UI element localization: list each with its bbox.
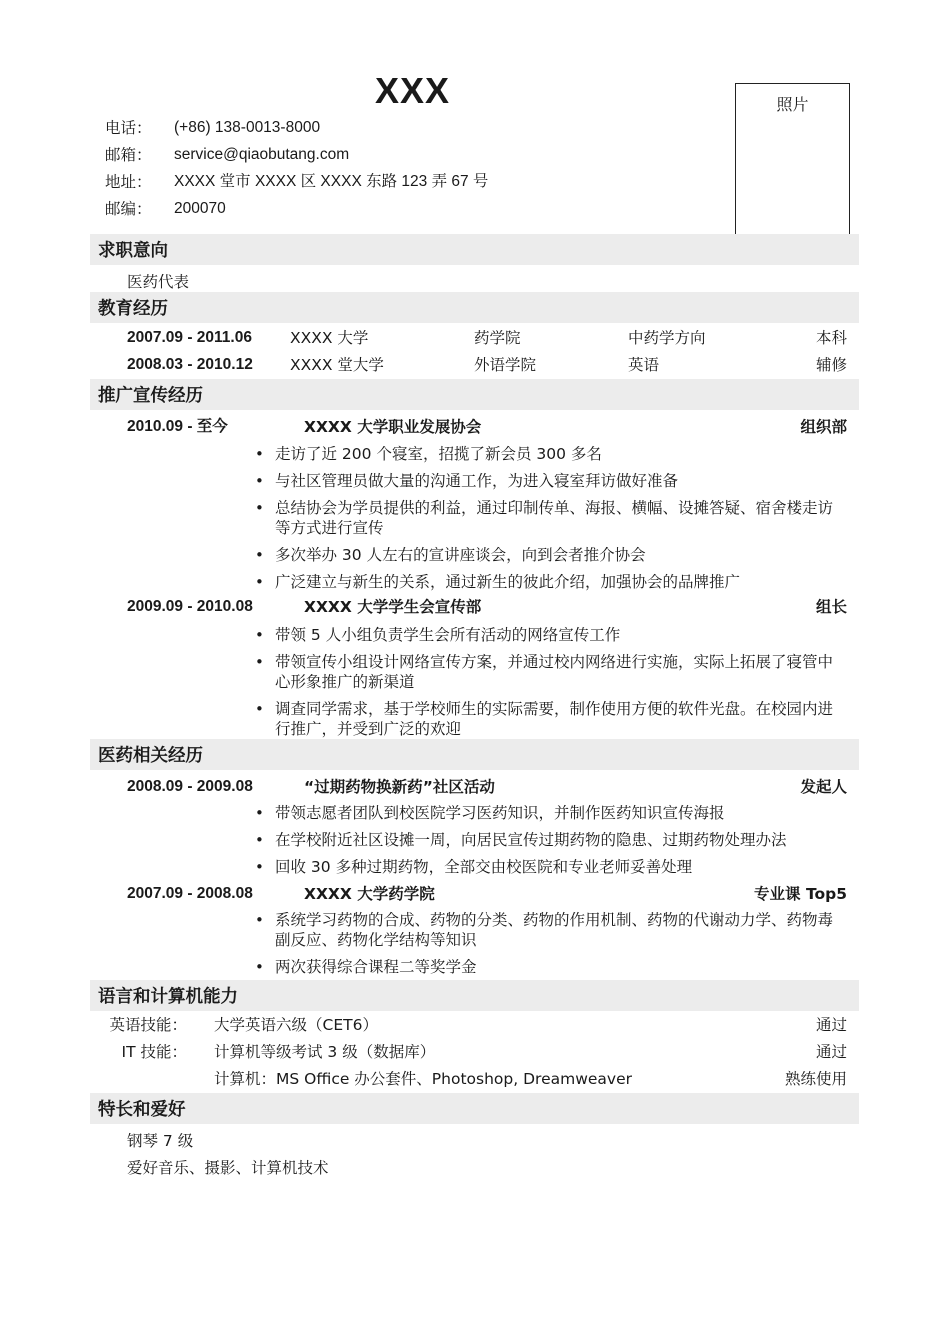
bullet-item: • 与社区管理员做大量的沟通工作，为进入寝室拜访做好准备 [255,471,847,491]
experience-header [127,416,847,438]
skill-level: 熟练使用 [784,1070,847,1088]
skill-level: 通过 [815,1016,847,1034]
skill-row [0,1069,847,1089]
experience-period: 2007.09 - 2008.08 [127,885,253,902]
resume-name: XXX [374,70,451,111]
skill-item: 大学英语六级（CET6） [214,1016,378,1034]
skill-label: 英语技能： [109,1016,187,1034]
bullet-item: • 多次举办 30 人左右的宣讲座谈会，向到会者推介协会 [255,545,847,565]
experience-period: 2010.09 - 至今 [127,418,228,435]
experience-org: XXXX 大学药学院 [304,885,435,903]
education-degree: 辅修 [815,356,847,374]
education-degree: 本科 [815,329,847,347]
experience-org: XXXX 大学学生会宣传部 [304,598,482,616]
skill-row [0,1042,847,1062]
skill-item: 计算机等级考试 3 级（数据库） [214,1043,436,1061]
experience-bullets [255,444,847,599]
experience-bullets [255,803,847,884]
contact-value: XXXX 堂市 XXXX 区 XXXX 东路 123 弄 67 号 [174,173,489,190]
contact-value: service@qiaobutang.com [174,146,350,163]
section-promotion-title: 推广宣传经历 [90,379,859,410]
contact-value: (+86) 138-0013-8000 [174,119,321,136]
bullet-item: • 回收 30 多种过期药物，全部交由校医院和专业老师妥善处理 [255,857,847,877]
skill-level: 通过 [815,1043,847,1061]
contact-label: 地址： [105,173,152,191]
contact-label: 邮箱： [105,146,152,164]
hobby-item: 钢琴 7 级 [127,1132,194,1150]
education-period: 2008.03 - 2010.12 [127,356,253,373]
experience-header [127,596,847,618]
contact-postcode [105,199,488,226]
contact-phone [105,118,488,145]
education-major: 中药学方向 [628,329,706,347]
education-school: XXXX 堂大学 [290,356,384,374]
section-objective-title: 求职意向 [90,234,859,265]
education-college: 外语学院 [474,356,537,374]
skill-row [0,1015,847,1035]
education-college: 药学院 [474,329,521,347]
bullet-item: • 带领志愿者团队到校医院学习医药知识，并制作医药知识宣传海报 [255,803,847,823]
contact-email [105,145,488,172]
experience-role: 专业课 Top5 [754,885,847,903]
education-school: XXXX 大学 [290,329,369,347]
education-major: 英语 [628,356,660,374]
hobby-item: 爱好音乐、摄影、计算机技术 [127,1159,329,1177]
contact-value: 200070 [174,200,226,217]
bullet-item: • 总结协会为学员提供的利益，通过印制传单、海报、横幅、设摊答疑、宿舍楼走访等方式进行宣传 [255,498,847,538]
bullet-item: • 在学校附近社区设摊一周，向居民宣传过期药物的隐患、过期药物处理办法 [255,830,847,850]
education-row [127,328,847,348]
bullet-item: • 广泛建立与新生的关系，通过新生的彼此介绍，加强协会的品牌推广 [255,572,847,592]
section-education-title: 教育经历 [90,292,859,323]
contact-block [105,118,488,226]
experience-period: 2009.09 - 2010.08 [127,598,253,615]
experience-bullets [255,625,847,746]
section-hobbies-title: 特长和爱好 [90,1093,859,1124]
objective-value: 医药代表 [127,273,190,291]
experience-role: 组织部 [800,418,847,436]
experience-period: 2008.09 - 2009.08 [127,778,253,795]
experience-role: 发起人 [800,778,847,796]
bullet-item: • 带领宣传小组设计网络宣传方案，并通过校内网络进行实施，实际上拓展了寝管中心形象推广的新渠道 [255,652,847,692]
skill-label: IT 技能： [121,1043,187,1061]
bullet-item: • 带领 5 人小组负责学生会所有活动的网络宣传工作 [255,625,847,645]
skill-item: 计算机：MS Office 办公套件、Photoshop, Dreamweaver [214,1070,632,1088]
contact-label: 电话： [105,119,152,137]
bullet-item: • 系统学习药物的合成、药物的分类、药物的作用机制、药物的代谢动力学、药物毒副反应、药物化学结构等知识 [255,910,847,950]
education-row [127,355,847,375]
contact-address [105,172,488,199]
section-medical-title: 医药相关经历 [90,739,859,770]
experience-bullets [255,910,847,984]
experience-header [127,776,847,798]
section-skills-title: 语言和计算机能力 [90,980,859,1011]
photo-label: 照片 [776,95,809,114]
experience-org: “过期药物换新药”社区活动 [304,778,495,796]
experience-org: XXXX 大学职业发展协会 [304,418,482,436]
contact-label: 邮编： [105,200,152,218]
bullet-item: • 两次获得综合课程二等奖学金 [255,957,847,977]
experience-role: 组长 [815,598,847,616]
photo-placeholder [735,83,850,235]
experience-header [127,883,847,905]
bullet-item: • 调查同学需求，基于学校师生的实际需要，制作使用方便的软件光盘。在校园内进行推广，并受到广泛的欢迎 [255,699,847,739]
bullet-item: • 走访了近 200 个寝室，招揽了新会员 300 多名 [255,444,847,464]
education-period: 2007.09 - 2011.06 [127,329,252,346]
